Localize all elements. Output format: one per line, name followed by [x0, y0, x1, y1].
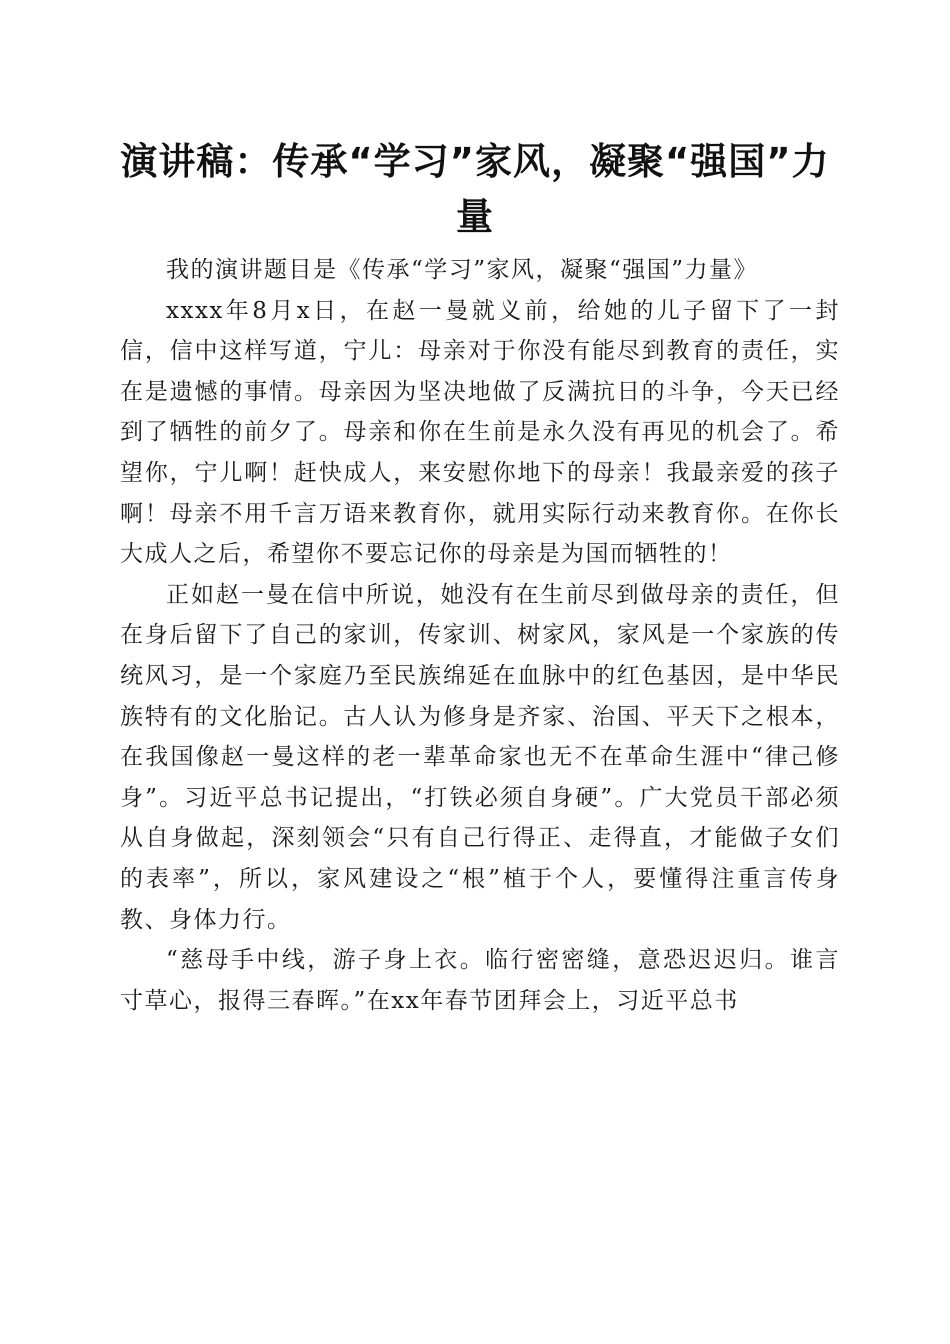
paragraph-letter: xxxx年8月x日，在赵一曼就义前，给她的儿子留下了一封信，信中这样写道，宁儿：母亲对于你没有能尽到教育的责任，实在是遗憾的事情。母亲因为坚决地做了反满抗日的斗争，今天已经到了牺牲的前夕了。母亲和你在生前是永久没有再见的机会了。希望你，宁儿啊！赶快成人，来安慰你地下的母亲！我最亲爱的孩子啊！母亲不用千言万语来教育你，就用实际行动来教育你。在你长大成人之后，希望你不要忘记你的母亲是为国而牺牲的！ — [120, 297, 840, 568]
paragraph-family-tradition: 正如赵一曼在信中所说，她没有在生前尽到做母亲的责任，但在身后留下了自己的家训，传家训、树家风，家风是一个家族的传统风习，是一个家庭乃至民族绵延在血脉中的红色基因，是中华民族特有的文化胎记。古人认为修身是齐家、治国、平天下之根本，在我国像赵一曼这样的老一辈革命家也无不在革命生涯中“律己修身”。习近平总书记提出，“打铁必须自身硬”。广大党员干部必须从自身做起，深刻领会“只有自己行得正、走得直，才能做子女们的表率”，所以，家风建设之“根”植于个人，要懂得注重言传身教、身体力行。 — [120, 581, 840, 933]
document-body — [120, 250, 840, 1021]
paragraph-poem: “慈母手中线，游子身上衣。临行密密缝，意恐迟迟归。谁言寸草心，报得三春晖。”在xx年春节团拜会上，习近平总书 — [120, 947, 840, 1014]
document-title: 演讲稿：传承“学习”家风，凝聚“强国”力量 — [120, 140, 830, 238]
paragraph-topic: 我的演讲题目是《传承“学习”家风，凝聚“强国”力量》 — [166, 257, 759, 283]
